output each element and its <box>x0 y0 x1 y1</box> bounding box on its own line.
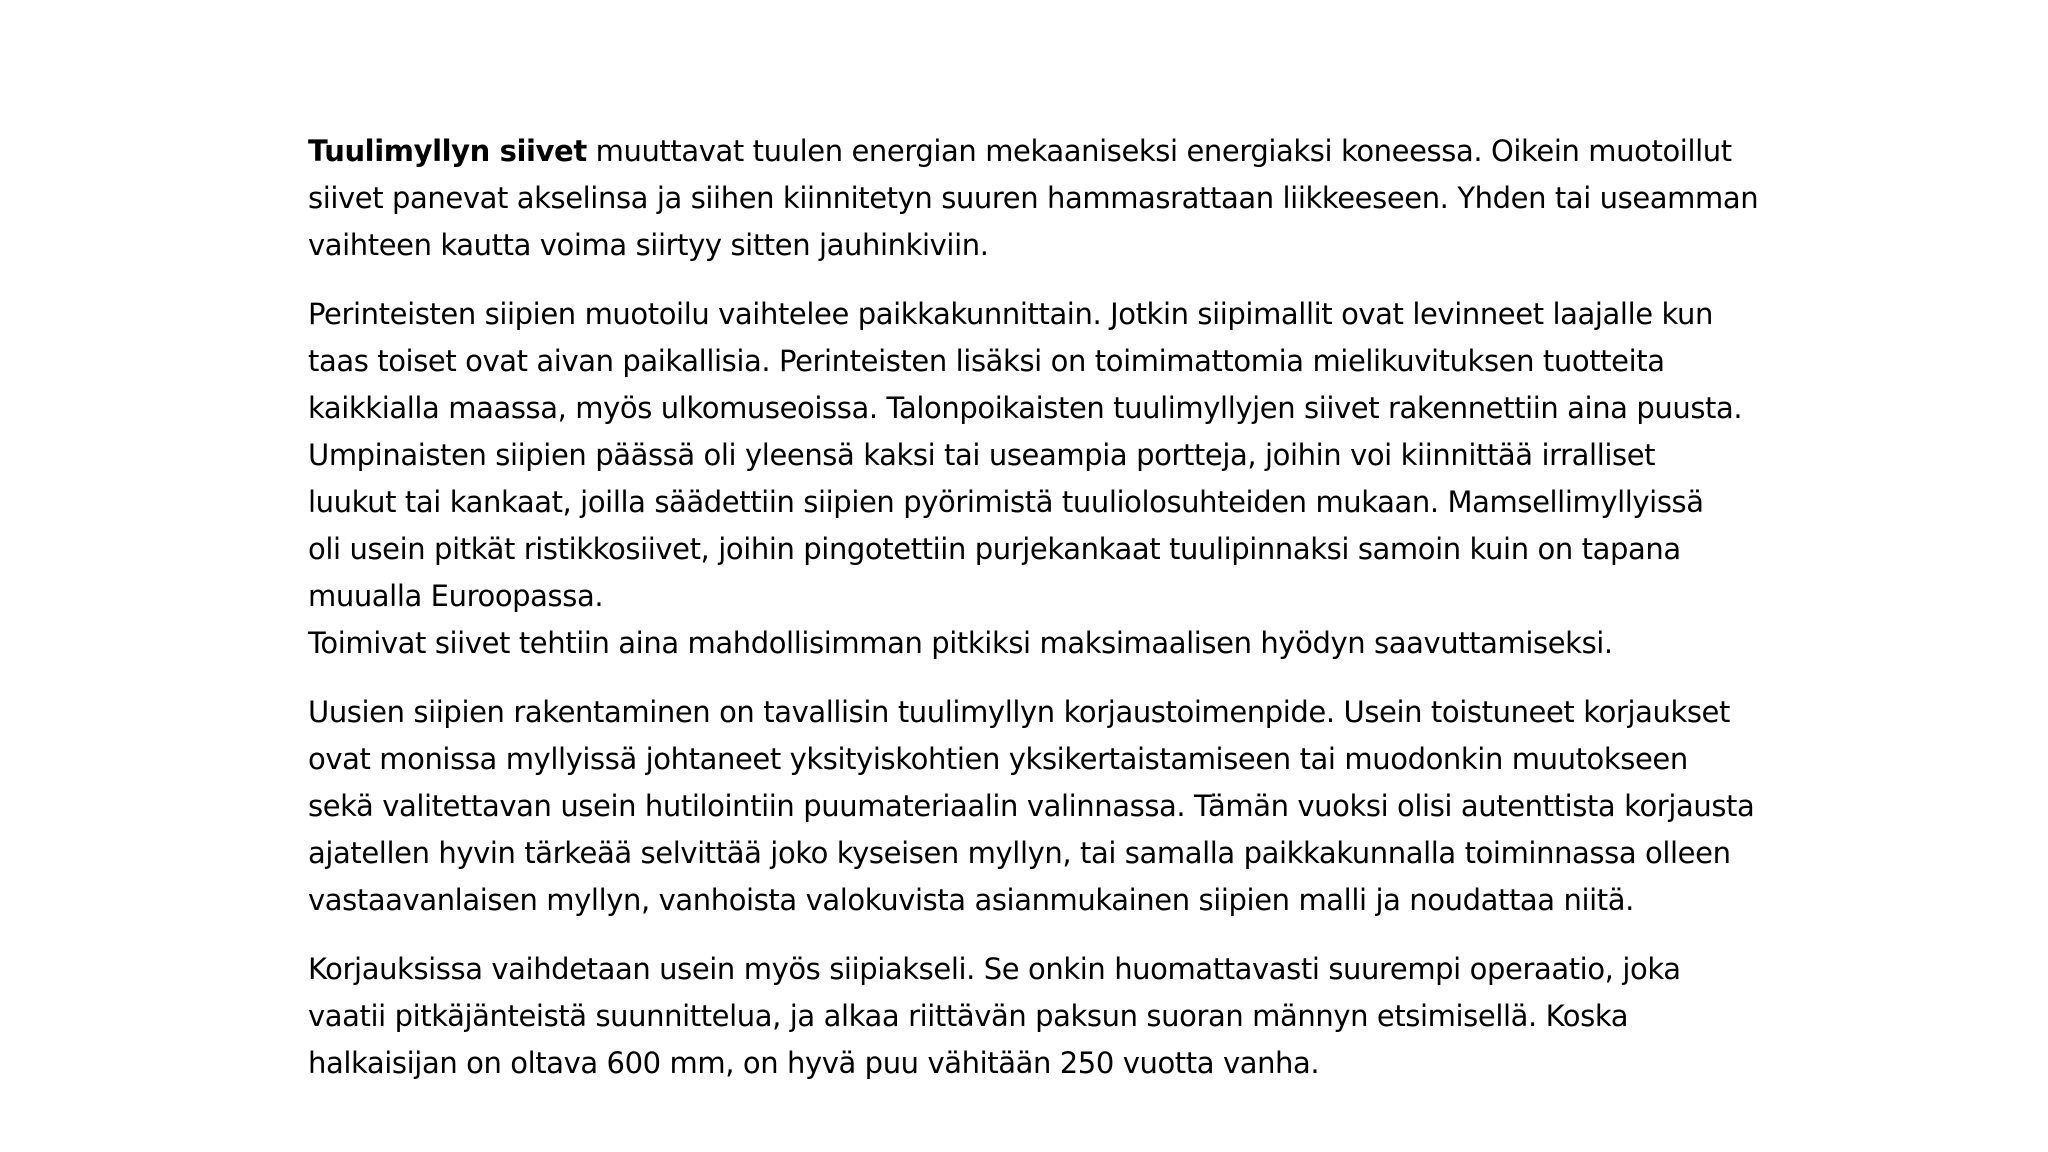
text-line: ajatellen hyvin tärkeää selvittää joko kyseisen myllyn, tai samalla paikkakunnalla toiminnassa olleen <box>308 836 1731 870</box>
text-line: Umpinaisten siipien päässä oli yleensä kaksi tai useampia portteja, joihin voi kiinnittää irralliset <box>308 438 1656 472</box>
text-line: ovat monissa myllyissä johtaneet yksityiskohtien yksikertaistamiseen tai muodonkin muutokseen <box>308 742 1688 776</box>
term-bold: Tuulimyllyn siivet <box>308 134 587 168</box>
text-line: vaihteen kautta voima siirtyy sitten jauhinkiviin. <box>308 228 989 262</box>
text-line: kaikkialla maassa, myös ulkomuseoissa. Talonpoikaisten tuulimyllyjen siivet rakennettiin aina puusta. <box>308 391 1743 425</box>
paragraph-2 <box>308 291 1948 667</box>
paragraph-4 <box>308 946 1948 1087</box>
text-line: taas toiset ovat aivan paikallisia. Perinteisten lisäksi on toimimattomia mielikuvituksen tuotteita <box>308 344 1665 378</box>
text-line: Perinteisten siipien muotoilu vaihtelee paikkakunnittain. Jotkin siipimallit ovat levinneet laajalle kun <box>308 297 1713 331</box>
text-line: sekä valitettavan usein hutilointiin puumateriaalin valinnassa. Tämän vuoksi olisi autenttista korjausta <box>308 789 1755 823</box>
text-line <box>308 128 1948 175</box>
paragraph-3 <box>308 689 1948 924</box>
text-line: luukut tai kankaat, joilla säädettiin siipien pyörimistä tuuliolosuhteiden mukaan. Mamsellimyllyissä <box>308 485 1704 519</box>
text-line: Korjauksissa vaihdetaan usein myös siipiakseli. Se onkin huomattavasti suurempi operaatio, joka <box>308 952 1681 986</box>
text-line: siivet panevat akselinsa ja siihen kiinnitetyn suuren hammasrattaan liikkeeseen. Yhden tai useamman <box>308 181 1759 215</box>
text-line: vastaavanlaisen myllyn, vanhoista valokuvista asianmukainen siipien malli ja noudattaa niitä. <box>308 883 1634 917</box>
text-line: muualla Euroopassa. <box>308 579 604 613</box>
text-line: Uusien siipien rakentaminen on tavallisin tuulimyllyn korjaustoimenpide. Usein toistuneet korjaukset <box>308 695 1730 729</box>
paragraph-1 <box>308 128 1948 269</box>
text-body <box>308 128 1948 1109</box>
text-line-rest: muuttavat tuulen energian mekaaniseksi energiaksi koneessa. Oikein muotoillut <box>586 134 1732 168</box>
text-line: vaatii pitkäjänteistä suunnittelua, ja alkaa riittävän paksun suoran männyn etsimisellä. Koska <box>308 999 1629 1033</box>
text-line: halkaisijan on oltava 600 mm, on hyvä puu vähitään 250 vuotta vanha. <box>308 1046 1320 1080</box>
text-line: oli usein pitkät ristikkosiivet, joihin pingotettiin purjekankaat tuulipinnaksi samoin kuin on tapana <box>308 532 1681 566</box>
text-line: Toimivat siivet tehtiin aina mahdollisimman pitkiksi maksimaalisen hyödyn saavuttamiseksi. <box>308 626 1613 660</box>
